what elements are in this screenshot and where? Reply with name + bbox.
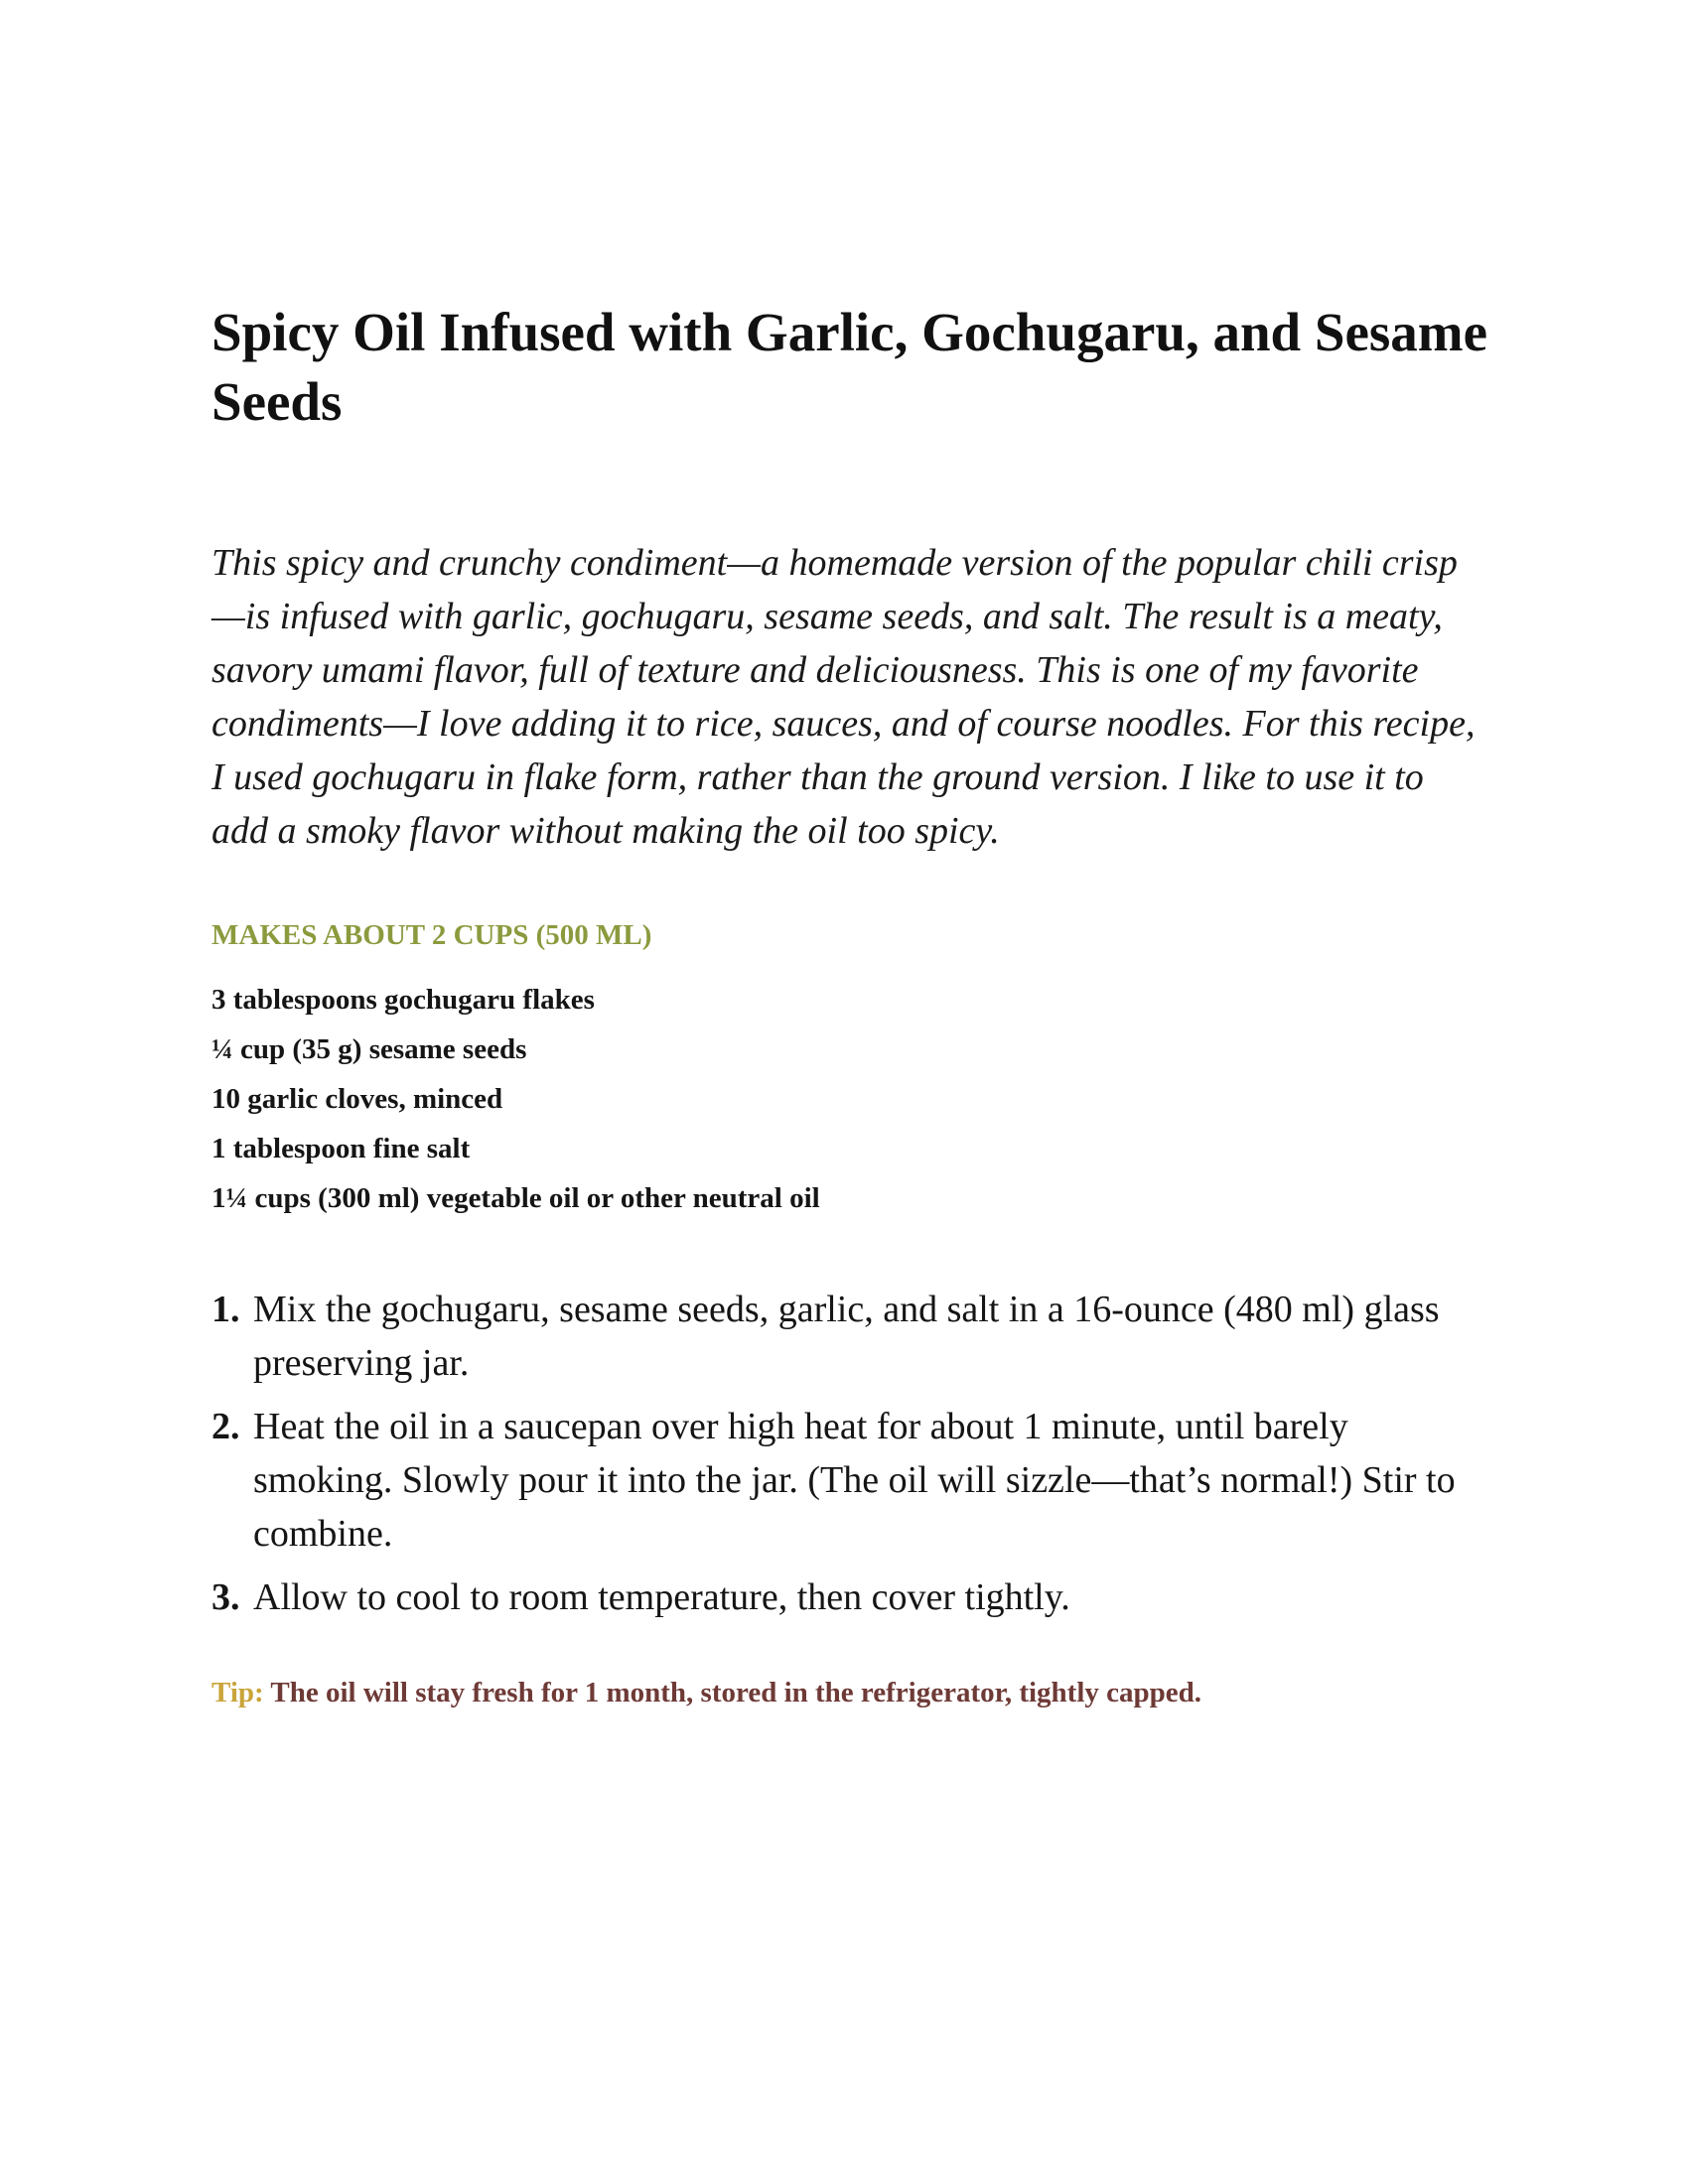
recipe-title: Spicy Oil Infused with Garlic, Gochugaru, and Sesame Seeds (211, 302, 1488, 432)
recipe-yield: MAKES ABOUT 2 CUPS (500 ML) (211, 919, 652, 951)
instruction-step (211, 1570, 1492, 1624)
ingredient-item: ¼ cup (35 g) sesame seeds (211, 1033, 527, 1065)
instruction-list (211, 1283, 1492, 1624)
step-number: 1. (211, 1289, 240, 1330)
step-text: Heat the oil in a saucepan over high heat for about 1 minute, until barely smoking. Slowly pour it into the jar. (The oil will sizzle—that’s normal!) Stir to combine. (253, 1406, 1456, 1555)
tip-label: Tip: (211, 1677, 264, 1708)
recipe-intro: This spicy and crunchy condiment—a homemade version of the popular chili crisp—is infused with garlic, gochugaru, sesame seeds, and salt. The result is a meaty, savory umami flavor, full of texture and deliciousness. This is one of my favorite condiments—I love adding it to rice, sauces, and of course noodles. For this recipe, I used gochugaru in flake form, rather than the ground version. I like to use it to add a smoky flavor without making the oil too spicy. (211, 542, 1476, 852)
ingredient-list (211, 975, 1502, 1223)
ingredient-item: 10 garlic cloves, minced (211, 1083, 503, 1115)
ingredient-item: 1 tablespoon fine salt (211, 1133, 471, 1164)
step-number: 2. (211, 1406, 240, 1447)
instruction-step (211, 1283, 1492, 1390)
recipe-page (211, 298, 1502, 1711)
tip-text: The oil will stay fresh for 1 month, stored in the refrigerator, tightly capped. (270, 1677, 1202, 1708)
recipe-tip (211, 1674, 1502, 1711)
step-text: Mix the gochugaru, sesame seeds, garlic, and salt in a 16-ounce (480 ml) glass preserving jar. (253, 1289, 1440, 1384)
step-number: 3. (211, 1576, 240, 1618)
step-text: Allow to cool to room temperature, then cover tightly. (253, 1576, 1070, 1618)
ingredient-item: 3 tablespoons gochugaru flakes (211, 984, 595, 1016)
ingredient-item: 1¼ cups (300 ml) vegetable oil or other neutral oil (211, 1182, 820, 1214)
instruction-step (211, 1400, 1492, 1561)
